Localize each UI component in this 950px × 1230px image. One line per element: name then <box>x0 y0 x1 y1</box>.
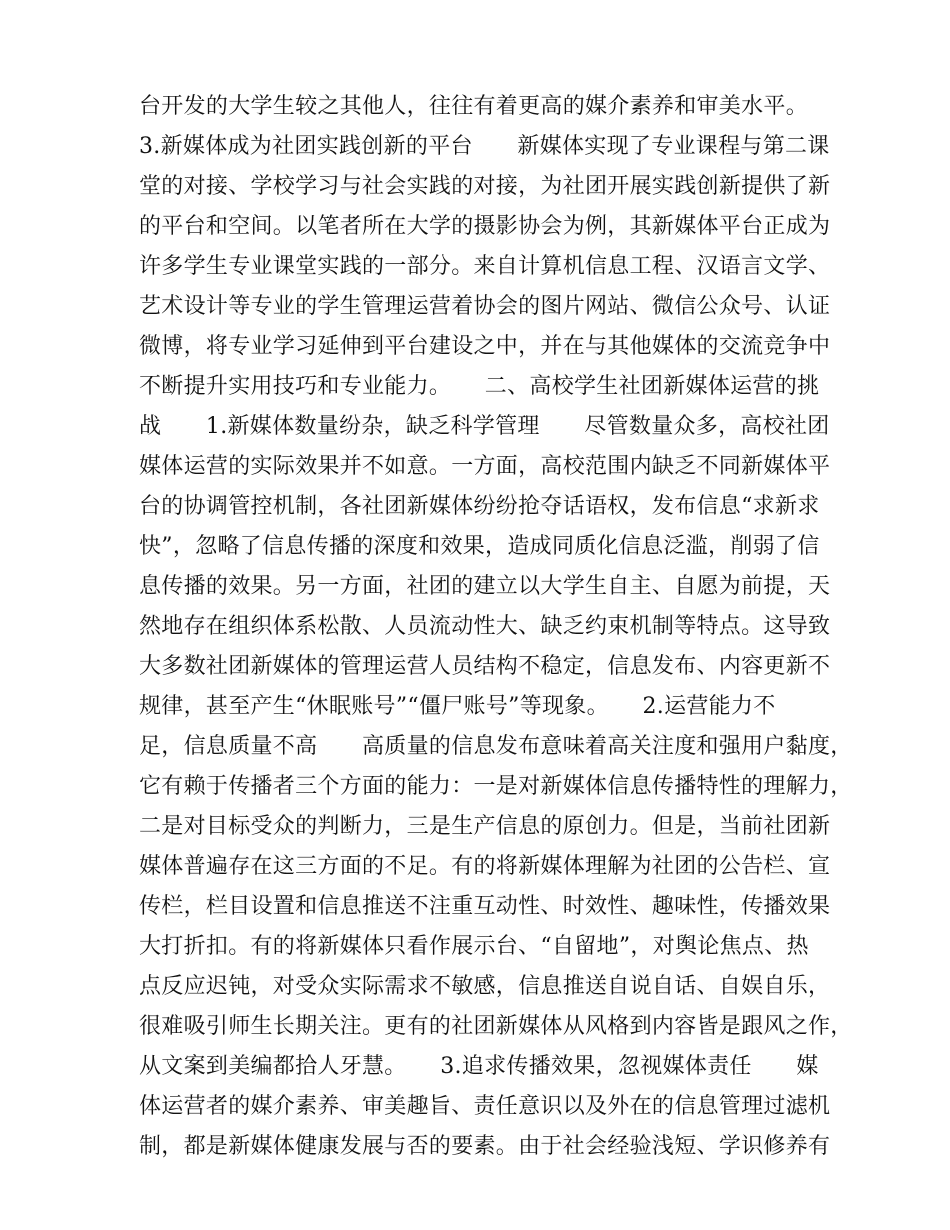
body-text <box>139 87 853 1167</box>
text-line: 媒体运营的实际效果并不如意。一方面，高校范围内缺乏不同新媒体平 <box>139 454 831 479</box>
text-line: 然地存在组织体系松散、人员流动性大、缺乏约束机制等特点。这导致 <box>139 614 831 639</box>
text-line: 体运营者的媒介素养、审美趣旨、责任意识以及外在的信息管理过滤机 <box>139 1094 831 1119</box>
text-line: 点反应迟钝，对受众实际需求不敏感，信息推送自说自话、自娱自乐， <box>139 974 831 999</box>
text-line: 战 1.新媒体数量纷杂，缺乏科学管理 尽管数量众多，高校社团 <box>139 414 830 439</box>
text-line: 快”，忽略了信息传播的深度和效果，造成同质化信息泛滥，削弱了信 <box>139 534 820 559</box>
text-line: 许多学生专业课堂实践的一部分。来自计算机信息工程、汉语言文学、 <box>139 254 831 279</box>
text-line: 堂的对接、学校学习与社会实践的对接，为社团开展实践创新提供了新 <box>139 174 831 199</box>
text-line: 很难吸引师生长期关注。更有的社团新媒体从风格到内容皆是跟风之作， <box>139 1014 853 1039</box>
text-line: 3.新媒体成为社团实践创新的平台 新媒体实现了专业课程与第二课 <box>139 134 830 159</box>
text-line: 大多数社团新媒体的管理运营人员结构不稳定，信息发布、内容更新不 <box>139 654 831 679</box>
text-line: 艺术设计等专业的学生管理运营着协会的图片网站、微信公众号、认证 <box>139 294 831 319</box>
text-line: 不断提升实用技巧和专业能力。 二、高校学生社团新媒体运营的挑 <box>139 374 820 399</box>
text-line: 传栏，栏目设置和信息推送不注重互动性、时效性、趣味性，传播效果 <box>139 894 831 919</box>
text-line: 台开发的大学生较之其他人，往往有着更高的媒介素养和审美水平。 <box>139 94 809 119</box>
text-line: 微博，将专业学习延伸到平台建设之中，并在与其他媒体的交流竞争中 <box>139 334 831 359</box>
text-line: 台的协调管控机制，各社团新媒体纷纷抢夺话语权，发布信息“求新求 <box>139 494 820 519</box>
text-line: 它有赖于传播者三个方面的能力：一是对新媒体信息传播特性的理解力， <box>139 774 853 799</box>
text-line: 大打折扣。有的将新媒体只看作展示台、“自留地”，对舆论焦点、热 <box>139 934 809 959</box>
text-line: 的平台和空间。以笔者所在大学的摄影协会为例，其新媒体平台正成为 <box>139 214 831 239</box>
text-line: 从文案到美编都拾人牙慧。 3.追求传播效果，忽视媒体责任 媒 <box>139 1054 819 1079</box>
text-line: 二是对目标受众的判断力，三是生产信息的原创力。但是，当前社团新 <box>139 814 831 839</box>
text-line: 媒体普遍存在这三方面的不足。有的将新媒体理解为社团的公告栏、宣 <box>139 854 831 879</box>
text-line: 息传播的效果。另一方面，社团的建立以大学生自主、自愿为前提，天 <box>139 574 831 599</box>
text-line: 足，信息质量不高 高质量的信息发布意味着高关注度和强用户黏度， <box>139 734 853 759</box>
text-line: 规律，甚至产生“休眠账号”“僵尸账号”等现象。 2.运营能力不 <box>139 694 776 719</box>
text-line: 制，都是新媒体健康发展与否的要素。由于社会经验浅短、学识修养有 <box>139 1134 831 1159</box>
